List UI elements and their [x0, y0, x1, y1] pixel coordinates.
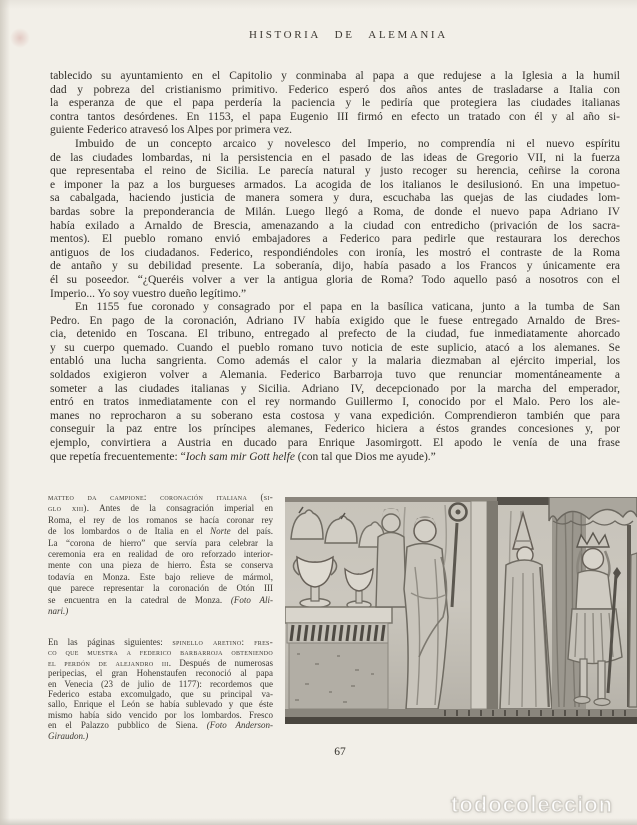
text-segment: Después de numerosas	[171, 657, 273, 668]
text-segment: matteo da campione: coronación italiana (si-	[48, 492, 273, 502]
caption-line: todavía en Monza. Este bajo relieve de mármol,	[48, 571, 273, 582]
text-line: y su cuerpo quemado. Cuando el pueblo romano tuvo noticia de este suplicio, atacó a los alemanes. Se	[50, 341, 620, 354]
text-line: ejemplo, convirtiera a Austria en ducado para Enrique Jasomirgott. El apodo le venía de una frase	[50, 437, 620, 450]
paragraph-1	[50, 70, 620, 138]
text-line: antiguos de los ciudadanos. Federico, respondiéndoles con ironía, les mostró el contraste de la Roma	[50, 246, 620, 259]
caption-line: Federico estaba excomulgado, que su principal va-	[48, 688, 273, 699]
text-line: de las ciudades lombardas, ni la persistencia en el pasado de las ideas de Gregorio VII, ni la fuerza	[50, 151, 620, 164]
text-line: tablecido su ayuntamiento en el Capitolio y conminaba al papa a que redujese a la Iglesia a la humil	[50, 70, 620, 82]
caption-line	[48, 492, 273, 503]
text-line: dad y pobreza del cristianismo primitivo. Federico esperó dos años antes de trasladarse a Italia con	[50, 83, 620, 96]
text-segment: (Foto Ali-	[230, 594, 273, 605]
caption-line: ceremonia era en realidad de oro reforzado interior-	[48, 548, 273, 559]
body-text	[50, 70, 620, 464]
paragraph-2	[50, 138, 620, 301]
text-segment: que repetía frecuentemente: “	[50, 450, 186, 463]
relief-photo	[285, 497, 637, 724]
text-segment: del país.	[230, 526, 273, 537]
photo-caption-siena	[48, 637, 273, 741]
relief-photo-graphic	[285, 497, 637, 724]
text-segment: nari.)	[48, 605, 69, 616]
text-line: soldados exigieron volver a Alemania. Federico Barbarroja tuvo que renunciar momentáneamente a	[50, 369, 620, 382]
caption-line	[48, 595, 273, 606]
text-segment: En las páginas siguientes:	[48, 637, 173, 647]
watermark: todocoleccion	[451, 792, 614, 817]
text-line: Pedro. En pago de la coronación, Adriano IV había exigido que le fuese entregado Arnaldo de Bres-	[50, 314, 620, 327]
caption-line	[48, 606, 273, 617]
text-line: Imbuido de un concepto arcaico y novelesco del Imperio, no comprendía ni el nuevo espíritu	[75, 137, 620, 150]
text-segment: Antes de la consagración imperial en	[89, 503, 273, 514]
caption-line: peripecias, el gran Hohenstaufen reconoció al papa	[48, 668, 273, 679]
caption-line	[48, 720, 273, 730]
text-line: había exilado a Arnaldo de Brescia, amenazando a la ciudad con entredicho (privación de los sacra-	[50, 219, 620, 232]
text-segment: se encuentra en la catedral de Monza.	[48, 594, 231, 605]
text-line: guiente Federico atravesó los Alpes por primera vez.	[50, 124, 293, 137]
text-segment: de los lombardos o de Italia en el	[48, 526, 211, 537]
paragraph-3	[50, 301, 620, 464]
caption-line	[48, 731, 273, 741]
caption-line: La “corona de hierro” que servía para celebrar la	[48, 537, 273, 548]
text-line: sa cabalgada, haciendo justicia de manera somera y dura, escuchaba las quejas de las ciudades lom-	[50, 192, 620, 205]
text-segment: glo xiii).	[48, 503, 90, 514]
column	[471, 501, 487, 709]
running-head: HISTORIA DE ALEMANIA	[249, 29, 448, 41]
text-line: entró en tratos inmediatamente con el rey normando Guillermo I, conocido por el Malo. Pero los ale-	[50, 396, 620, 409]
text-segment: (Foto Anderson-	[206, 720, 273, 731]
relief-base	[285, 709, 637, 724]
text-line: someter a las ciudades italianas y Sicilia. Adriano IV, decepcionado por la marcha del emperador,	[50, 382, 620, 395]
text-line: entabló una lucha sangrienta. Como además el calor y la malaria diezmaban al ejército imperial, los	[50, 355, 620, 368]
text-line: Imperio... Yo soy vuestro dueño legítimo.”	[50, 287, 247, 300]
caption-line: que parece representar la coronación de Otón III	[48, 583, 273, 594]
text-line	[50, 451, 620, 465]
text-segment: spinello aretino: fres-	[172, 637, 273, 647]
caption-line: en Venecia (23 de julio de 1177): recordemos que	[48, 678, 273, 689]
text-segment: co que muestra a federico barbarroja obteniendo	[48, 647, 273, 658]
text-line: de antaño y su debilidad presente. La soberanía, dijo, había pasado a los Francos y únicamente era	[50, 260, 620, 273]
caption-line	[48, 526, 273, 537]
text-line: él su poseedor. “¿Queréis volver a ver la antigua gloria de Roma? Todo aquello pasó a nosotros con el	[50, 273, 620, 286]
text-line: bardas sobre la preponderancia de Milán. Luego llegó a Roma, de donde el nuevo papa Adriano IV	[50, 205, 620, 218]
relief-top-edge	[285, 497, 497, 502]
text-segment: Giraudon.)	[48, 730, 89, 741]
text-line: la esperanza de que el papa perdería la paciencia y le pediría que protegiera las ciudades italianas	[50, 97, 620, 110]
caption-line	[48, 503, 273, 514]
text-line: contra tantos desórdenes. En 1153, el papa Eugenio III firmó en efecto un tratado con él y al año si-	[50, 110, 620, 123]
text-segment: Ioch sam mir Gott helfe	[185, 450, 295, 463]
caption-line	[48, 658, 273, 668]
text-line: mentos). El pueblo romano envió embajadores a Federico para pedirle que restaurara los derechos	[50, 233, 620, 246]
text-line: e imponer la paz a los burgueses armados. La acogida de los italianos le desilusionó. En una impetuo-	[50, 178, 620, 191]
caption-line: Roma, el rey de los romanos se hacía coronar rey	[48, 514, 273, 525]
text-line: En 1155 fue coronado y consagrado por el papa en la basílica vaticana, junto a la tumba de San	[75, 301, 620, 314]
text-line: cia, detenido en Toscana. El tribuno, entregado al prefecto de la ciudad, fue inmediatamente ahorcado	[50, 328, 620, 341]
column-shadow	[487, 501, 498, 709]
text-segment: en el Palazzo pubblico de Siena.	[48, 720, 207, 731]
caption-line: mente con una pieza de hierro. Ésta se conserva	[48, 560, 273, 571]
text-line: que representaba el reino de Sicilia. Le parecía natural y justo recoger su herencia, ceñirse la corona	[50, 165, 620, 178]
altar	[285, 607, 392, 709]
text-segment: Norte	[210, 526, 231, 537]
caption-line: mismo había sido vencido por los lombardos. Fresco	[48, 709, 273, 720]
caption-line	[48, 637, 273, 647]
page-number: 67	[334, 746, 346, 758]
photo-caption-monza	[48, 492, 273, 617]
text-line: manes no reprocharon a su soberano esta costosa y vana expedición. Comprendieron también que para	[50, 409, 620, 422]
caption-line: sallo, Enrique el León se había sublevado y que éste	[48, 699, 273, 710]
text-segment: (con tal que Dios me ayude).”	[294, 450, 436, 463]
text-line: conseguir la paz entre los príncipes alemanes, Federico hiciera a éstos grandes concesiones y, por	[50, 423, 620, 436]
text-segment: el perdón de alejandro iii.	[48, 657, 172, 668]
caption-line	[48, 647, 273, 657]
